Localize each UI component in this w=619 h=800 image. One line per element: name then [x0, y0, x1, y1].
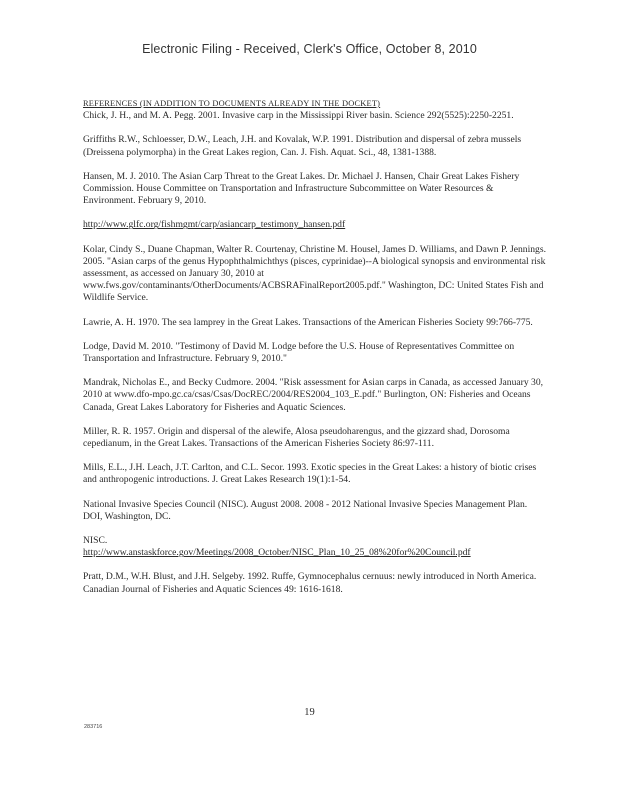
reference-mills: Mills, E.L., J.H. Leach, J.T. Carlton, and C.L. Secor. 1993. Exotic species in the Great Lakes: a history of biotic crises and anthropogenic introductions. J. Great Lakes Research 19(1):1-54.	[83, 462, 537, 486]
references-section	[83, 98, 548, 608]
reference-miller: Miller, R. R. 1957. Origin and dispersal of the alewife, Alosa pseudoharengus, and the gizzard shad, Dorosoma cepedianum, in the Great Lakes. Transactions of the American Fisheries Society 86:97-111.	[83, 425, 510, 450]
reference-nisc: NISC.	[83, 535, 108, 547]
reference-chick: Chick, J. H., and M. A. Pegg. 2001. Invasive carp in the Mississippi River basin. Science 292(5525):2250-2251.	[83, 110, 514, 122]
reference-hansen: Hansen, M. J. 2010. The Asian Carp Threat to the Great Lakes. Dr. Michael J. Hansen, Chair Great Lakes Fishery Commission. House Committee on Transportation and Infrastructure Subcommittee on Water Resources & Environment. February 9, 2010.	[83, 170, 520, 207]
reference-lawrie: Lawrie, A. H. 1970. The sea lamprey in the Great Lakes. Transactions of the American Fisheries Society 99:766-775.	[83, 316, 533, 328]
reference-mandrak: Mandrak, Nicholas E., and Becky Cudmore. 2004. "Risk assessment for Asian carps in Canada, as accessed January 30, 2010 at www.dfo-mpo.gc.ca/csas/Csas/DocREC/2004/RES2004_103_E.pdf." Burlington, ON: Fisheries and Oceans Canada, Great Lakes Laboratory for Fisheries and Aquatic Sciences.	[83, 377, 544, 413]
page-number: 19	[304, 707, 315, 718]
reference-hansen-url[interactable]: http://www.glfc.org/fishmgmt/carp/asiancarp_testimony_hansen.pdf	[83, 219, 346, 231]
reference-kolar: Kolar, Cindy S., Duane Chapman, Walter R. Courtenay, Christine M. Housel, James D. Williams, and Dawn P. Jennings. 2005. "Asian carps of the genus Hypophthalmichthys (pisces, cyprinidae)--A biological synopsis and environmental risk assessment, as accessed on January 30, 2010 at www.fws.gov/contaminants/OtherDocuments/ACBSRAFinalReport2005.pdf." Washington, DC: United States Fish and Wildlife Service.	[83, 243, 546, 304]
electronic-filing-header: Electronic Filing - Received, Clerk's Office, October 8, 2010	[142, 42, 477, 56]
section-heading: REFERENCES (IN ADDITION TO DOCUMENTS ALREADY IN THE DOCKET)	[83, 99, 381, 108]
reference-griffiths: Griffiths R.W., Schloesser, D.W., Leach, J.H. and Kovalak, W.P. 1991. Distribution and dispersal of zebra mussels (Dreissena polymorpha) in the Great Lakes region, Can. J. Fish. Aquat. Sci., 48, 1381-1388.	[83, 134, 522, 158]
reference-pratt: Pratt, D.M., W.H. Blust, and J.H. Selgeby. 1992. Ruffe, Gymnocephalus cernuus: newly introduced in North America. Canadian Journal of Fisheries and Aquatic Sciences 49: 1616-1618.	[83, 571, 537, 595]
reference-nisc-url[interactable]: http://www.anstaskforce.gov/Meetings/2008_October/NISC_Plan_10_25_08%20for%20Council.pdf	[83, 547, 471, 559]
reference-nisc-plan: National Invasive Species Council (NISC). August 2008. 2008 - 2012 National Invasive Species Management Plan. DOI, Washington, DC.	[83, 498, 528, 522]
document-code: 283716	[84, 724, 103, 730]
reference-lodge: Lodge, David M. 2010. "Testimony of David M. Lodge before the U.S. House of Representatives Committee on Transportation and Infrastructure. February 9, 2010."	[83, 340, 515, 365]
